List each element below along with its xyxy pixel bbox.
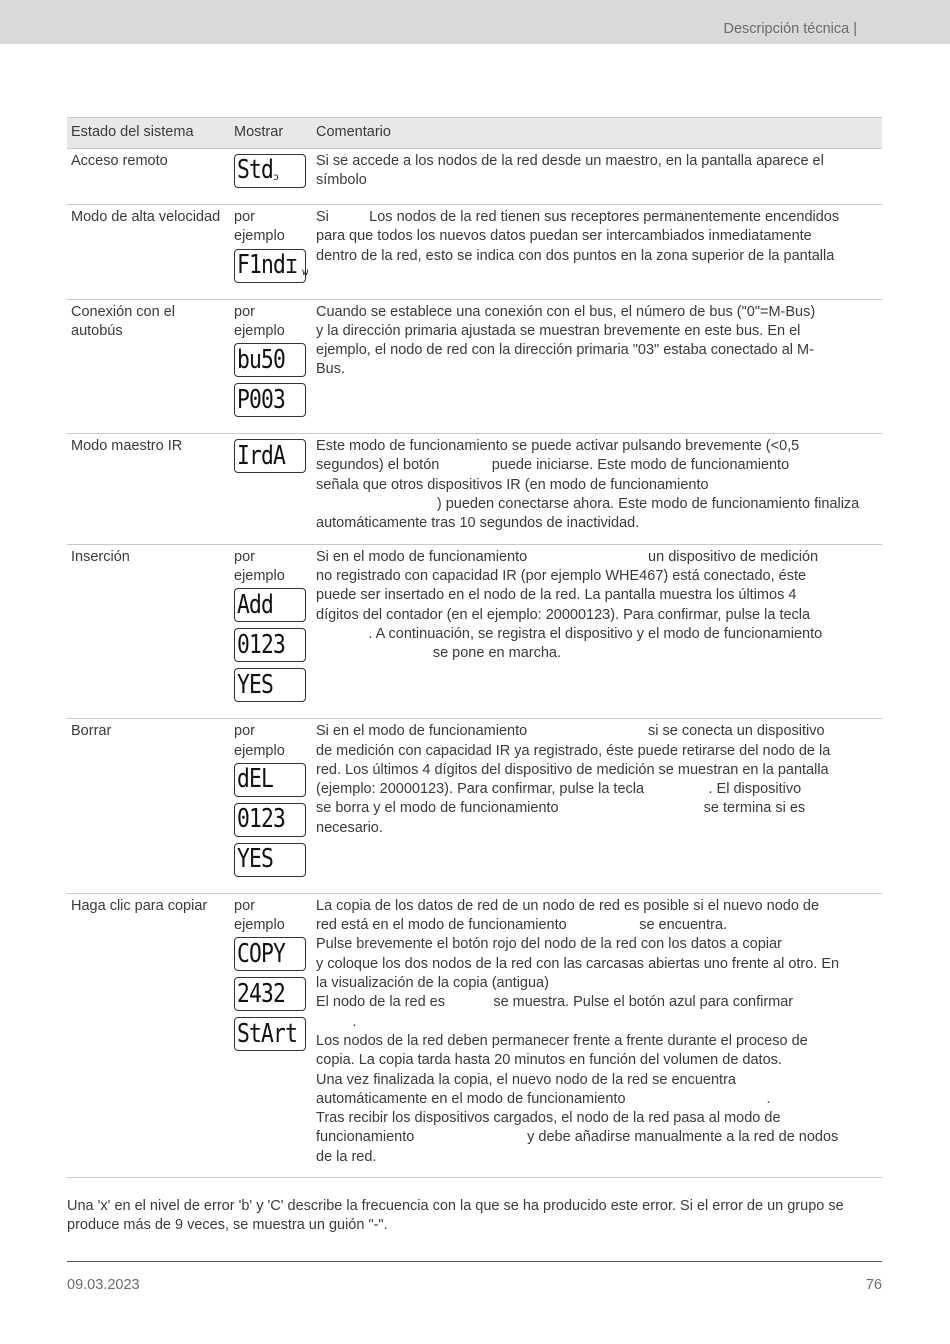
table-header-row [67, 118, 882, 149]
table-row [67, 205, 882, 300]
header-title: Descripción técnica | [723, 21, 857, 37]
column-header-comment: Comentario [312, 118, 882, 149]
comment-line: Si en el modo de funcionamiento si se conecta un dispositivo [316, 723, 825, 740]
lcd-display [234, 668, 306, 702]
state-cell: Acceso remoto [67, 149, 230, 205]
table-row [67, 149, 882, 205]
column-header-state: Estado del sistema [67, 118, 230, 149]
lcd-text: dEL [237, 764, 274, 795]
comment-line: Pulse brevemente el botón rojo del nodo de la red con los datos a copiar [316, 936, 782, 953]
display-cell [230, 149, 312, 205]
system-state-table [67, 117, 882, 1178]
lcd-text: COPY [237, 938, 286, 969]
lcd-display [234, 343, 306, 377]
comment-line: no registrado con capacidad IR (por ejemplo WHE467) está conectado, éste [316, 567, 807, 584]
state-cell: Inserción [67, 544, 230, 719]
comment-line: automáticamente en el modo de funcionamiento . [316, 1090, 771, 1107]
lcd-text: Add [237, 589, 274, 620]
lcd-display [234, 154, 306, 188]
comment-line: segundos) el botón puede iniciarse. Este modo de funcionamiento [316, 457, 790, 474]
state-cell: Borrar [67, 719, 230, 894]
example-label: por ejemplo [234, 723, 285, 759]
comment-cell [312, 205, 882, 300]
lcd-display [234, 383, 306, 417]
comment-line: necesario. [316, 819, 383, 836]
lcd-display [234, 803, 306, 837]
lcd-display [234, 588, 306, 622]
comment-line: Si se accede a los nodos de la red desde un maestro, en la pantalla aparece el [316, 153, 824, 169]
error-level-note: Una 'x' en el nivel de error 'b' y 'C' describe la frecuencia con la que se ha producido este error. Si el error de un grupo se produce más de 9 veces, se muestra un guión "-". [67, 1198, 844, 1234]
comment-line: ) pueden conectarse ahora. Este modo de funcionamiento finaliza [316, 496, 860, 513]
comment-cell [312, 299, 882, 434]
comment-cell [312, 434, 882, 544]
comment-line: Este modo de funcionamiento se puede activar pulsando brevemente (<0,5 [316, 438, 800, 455]
state-cell: Conexión con el autobús [67, 299, 230, 434]
comment-line: para que todos los nuevos datos puedan ser intercambiados inmediatamente [316, 228, 812, 245]
display-cell [230, 544, 312, 719]
comment-line: puede ser insertado en el nodo de la red. La pantalla muestra los últimos 4 [316, 587, 797, 604]
lcd-text: bu50 [237, 344, 286, 375]
comment-line: Cuando se establece una conexión con el bus, el número de bus ("0"=M-Bus) [316, 303, 816, 320]
display-cell [230, 719, 312, 894]
comment-line: la visualización de la copia (antigua) [316, 975, 549, 992]
footer-divider [67, 1261, 882, 1262]
comment-cell [312, 893, 882, 1177]
lcd-symbol: ɔ [272, 172, 279, 184]
lcd-display [234, 763, 306, 797]
table-row [67, 299, 882, 434]
comment-line: . [316, 1013, 357, 1030]
comment-cell [312, 149, 882, 205]
comment-cell [312, 544, 882, 719]
lcd-text: StArt [237, 1018, 298, 1049]
comment-line: y la dirección primaria ajustada se muestran brevemente en este bus. En el [316, 322, 801, 339]
comment-line: de medición con capacidad IR ya registrado, éste puede retirarse del nodo de la [316, 742, 831, 759]
lcd-display [234, 1017, 306, 1051]
comment-line: dígitos del contador (en el ejemplo: 20000123). Para confirmar, pulse la tecla [316, 606, 811, 623]
comment-line: Tras recibir los dispositivos cargados, el nodo de la red pasa al modo de [316, 1110, 781, 1127]
lcd-text: YES [237, 669, 274, 700]
display-cell [230, 893, 312, 1177]
example-label: por ejemplo [234, 303, 285, 339]
comment-line: ejemplo, el nodo de red con la dirección primaria "03" estaba conectado al M- [316, 342, 814, 359]
comment-line: (ejemplo: 20000123). Para confirmar, pulse la tecla . El dispositivo [316, 781, 802, 798]
lcd-text: IrdA [237, 440, 286, 471]
comment-line: red. Los últimos 4 dígitos del dispositivo de medición se muestran en la pantalla [316, 761, 829, 778]
lcd-display [234, 843, 306, 877]
table-row [67, 434, 882, 544]
column-header-display: Mostrar [230, 118, 312, 149]
lcd-display [234, 937, 306, 971]
comment-line: automáticamente tras 10 segundos de inactividad. [316, 515, 640, 532]
lcd-display [234, 628, 306, 662]
state-cell: Modo maestro IR [67, 434, 230, 544]
example-label: por ejemplo [234, 897, 285, 934]
table-row [67, 544, 882, 719]
comment-line: Si en el modo de funcionamiento un dispositivo de medición [316, 548, 819, 565]
comment-line: red está en el modo de funcionamiento se encuentra. [316, 917, 728, 934]
comment-line: copia. La copia tarda hasta 20 minutos en función del volumen de datos. [316, 1052, 782, 1069]
lcd-text: F1ndɪ [237, 249, 298, 280]
table-body [67, 149, 882, 1178]
comment-line: Una vez finalizada la copia, el nuevo nodo de la red se encuentra [316, 1071, 736, 1088]
footer-date: 09.03.2023 [67, 1277, 140, 1293]
table-row [67, 893, 882, 1177]
comment-line: La copia de los datos de red de un nodo de red es posible si el nuevo nodo de [316, 897, 820, 914]
table-row [67, 719, 882, 894]
comment-line: se borra y el modo de funcionamiento se termina si es [316, 800, 806, 817]
comment-line: . A continuación, se registra el dispositivo y el modo de funcionamiento [316, 625, 823, 642]
lcd-text: 0123 [237, 629, 286, 660]
comment-line: símbolo [316, 172, 367, 189]
state-cell: Modo de alta velocidad [67, 205, 230, 300]
comment-line: y coloque los dos nodos de la red con las carcasas abiertas uno frente al otro. En [316, 955, 840, 972]
lcd-text: Std [237, 155, 274, 186]
display-cell [230, 299, 312, 434]
comment-line: de la red. [316, 1148, 377, 1165]
page-number: 76 [865, 1277, 882, 1293]
lcd-display [234, 977, 306, 1011]
comment-line: Los nodos de la red deben permanecer frente a frente durante el proceso de [316, 1032, 808, 1049]
lcd-text: P003 [237, 384, 286, 415]
state-cell: Haga clic para copiar [67, 893, 230, 1177]
lcd-text: YES [237, 844, 274, 875]
lcd-text: 0123 [237, 804, 286, 835]
lcd-symbol: w [302, 266, 309, 278]
lcd-display [234, 249, 309, 283]
comment-line: se pone en marcha. [316, 645, 561, 662]
example-label: por ejemplo [234, 548, 285, 584]
display-cell [230, 434, 312, 544]
comment-line: El nodo de la red es se muestra. Pulse el botón azul para confirmar [316, 994, 794, 1011]
lcd-display [234, 439, 306, 473]
lcd-text: 2432 [237, 978, 286, 1009]
comment-line: señala que otros dispositivos IR (en modo de funcionamiento [316, 476, 709, 493]
comment-line: Bus. [316, 361, 346, 378]
comment-line: funcionamiento y debe añadirse manualmente a la red de nodos [316, 1129, 839, 1146]
example-label: por ejemplo [234, 209, 285, 245]
display-cell [230, 205, 312, 300]
comment-line: Si Los nodos de la red tienen sus receptores permanentemente encendidos [316, 209, 840, 225]
comment-line: dentro de la red, esto se indica con dos puntos en la zona superior de la pantalla [316, 247, 835, 264]
comment-cell [312, 719, 882, 894]
